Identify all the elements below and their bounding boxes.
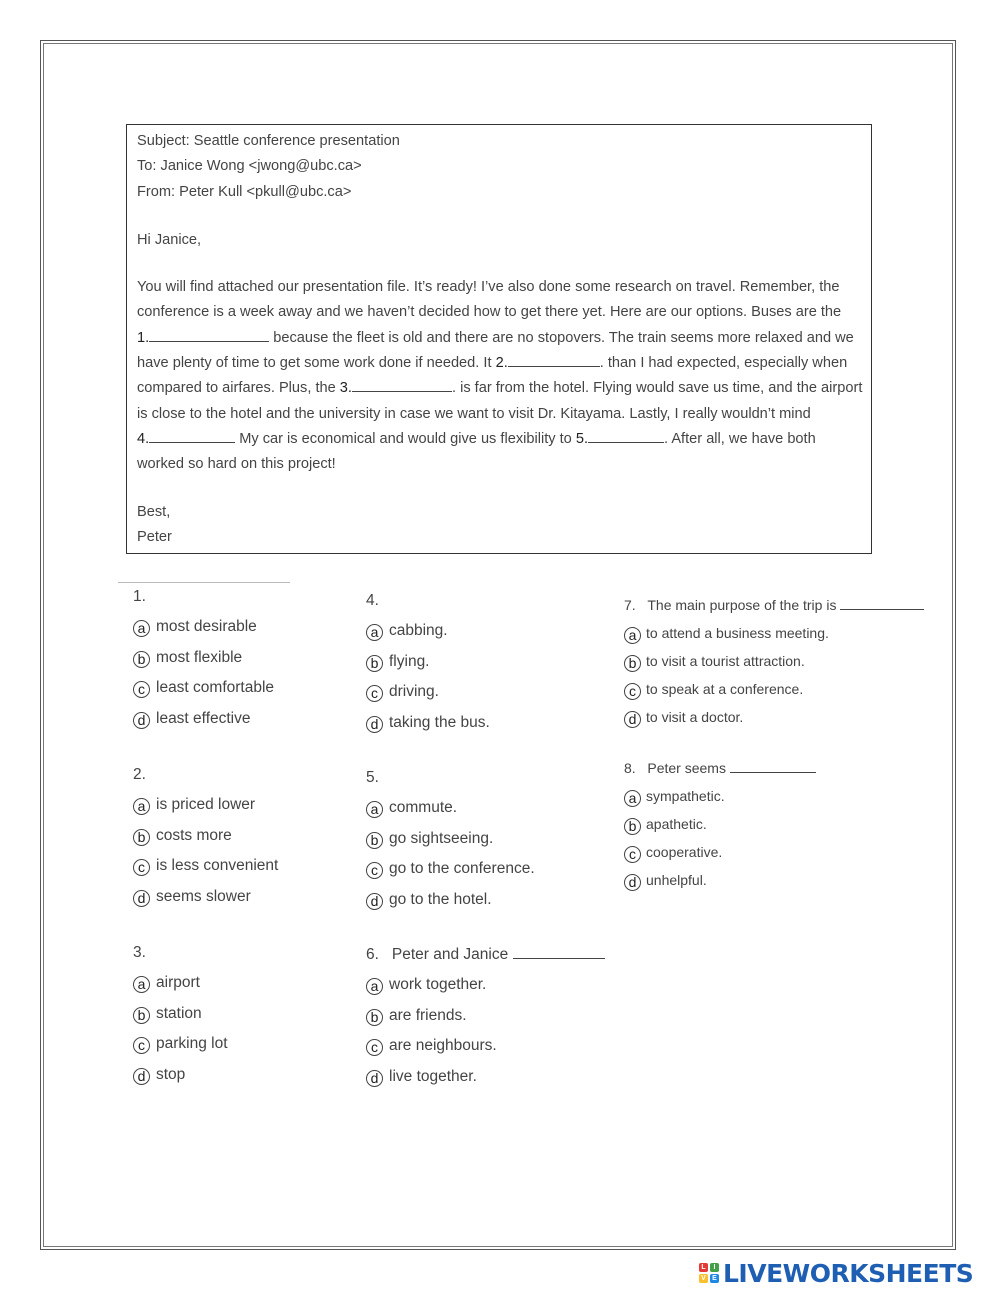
option-b[interactable]: b most flexible xyxy=(133,645,274,676)
email-box xyxy=(126,124,872,554)
option-a[interactable]: a cabbing. xyxy=(366,618,490,649)
logo-tile: V xyxy=(699,1274,708,1283)
option-c[interactable]: c to speak at a conference. xyxy=(624,677,924,705)
question-1 xyxy=(133,584,274,736)
question-8 xyxy=(624,756,816,896)
option-b[interactable]: b to visit a tourist attraction. xyxy=(624,649,924,677)
question-number: 4. xyxy=(366,592,379,609)
logo-tiles-icon xyxy=(699,1263,719,1283)
answer-blank[interactable] xyxy=(840,596,924,610)
logo-tile: E xyxy=(710,1274,719,1283)
email-signoff: Best, xyxy=(137,503,171,520)
option-b[interactable]: b apathetic. xyxy=(624,812,816,840)
letter-d-icon: d xyxy=(624,711,641,728)
letter-b-icon: b xyxy=(133,651,150,668)
option-c[interactable]: c driving. xyxy=(366,679,490,710)
question-number: 2. xyxy=(133,766,146,783)
option-d[interactable]: d stop xyxy=(133,1062,228,1093)
letter-c-icon: c xyxy=(624,846,641,863)
option-a[interactable]: a most desirable xyxy=(133,614,274,645)
letter-d-icon: d xyxy=(366,893,383,910)
email-to: To: Janice Wong <jwong@ubc.ca> xyxy=(137,158,362,175)
letter-b-icon: b xyxy=(133,1007,150,1024)
blank-4[interactable] xyxy=(149,428,235,443)
email-body-line-8: worked so hard on this project! xyxy=(137,456,336,473)
question-6 xyxy=(366,942,605,1094)
option-a[interactable]: a to attend a business meeting. xyxy=(624,621,924,649)
answer-blank[interactable] xyxy=(513,945,605,959)
liveworksheets-logo[interactable] xyxy=(699,1258,973,1288)
letter-c-icon: c xyxy=(133,859,150,876)
email-greeting: Hi Janice, xyxy=(137,231,202,248)
letter-a-icon: a xyxy=(366,801,383,818)
option-a[interactable]: a is priced lower xyxy=(133,792,278,823)
option-d[interactable]: d seems slower xyxy=(133,884,278,915)
question-prompt: 7. The main purpose of the trip is xyxy=(624,593,924,621)
letter-a-icon: a xyxy=(133,798,150,815)
email-subject: Subject: Seattle conference presentation xyxy=(137,133,400,149)
letter-d-icon: d xyxy=(133,890,150,907)
blank-2[interactable] xyxy=(508,352,600,367)
answer-blank[interactable] xyxy=(730,759,816,773)
option-d[interactable]: d live together. xyxy=(366,1064,605,1095)
letter-c-icon: c xyxy=(366,862,383,879)
letter-d-icon: d xyxy=(366,1070,383,1087)
letter-a-icon: a xyxy=(624,790,641,807)
blank-1[interactable] xyxy=(149,327,269,342)
question-number: 5. xyxy=(366,769,379,786)
email-body-line-4: have plenty of time to get some work done if needed. It 2. . than I had expected, especially when xyxy=(137,351,861,376)
blank-2-number: 2. xyxy=(495,355,508,372)
letter-a-icon: a xyxy=(366,978,383,995)
option-b[interactable]: b flying. xyxy=(366,649,490,680)
blank-3-number: 3. xyxy=(339,380,352,397)
letter-c-icon: c xyxy=(366,685,383,702)
question-number: 3. xyxy=(133,944,146,961)
option-a[interactable]: a commute. xyxy=(366,795,535,826)
letter-a-icon: a xyxy=(133,620,150,637)
question-4 xyxy=(366,588,490,740)
blank-5[interactable] xyxy=(588,428,664,443)
email-signature: Peter xyxy=(137,528,172,545)
letter-c-icon: c xyxy=(624,683,641,700)
email-body-line-2: conference is a week away and we haven’t decided how to get there yet. Here are our options. Buses are the xyxy=(137,304,842,321)
letter-b-icon: b xyxy=(624,655,641,672)
letter-d-icon: d xyxy=(366,716,383,733)
blank-1-number: 1. xyxy=(137,329,150,346)
letter-d-icon: d xyxy=(133,712,150,729)
option-b[interactable]: b costs more xyxy=(133,823,278,854)
option-c[interactable]: c is less convenient xyxy=(133,853,278,884)
letter-c-icon: c xyxy=(366,1039,383,1056)
option-a[interactable]: a work together. xyxy=(366,972,605,1003)
blank-5-number: 5. xyxy=(575,430,589,447)
question-3 xyxy=(133,940,228,1092)
question-2 xyxy=(133,762,278,914)
letter-b-icon: b xyxy=(133,829,150,846)
option-a[interactable]: a airport xyxy=(133,970,228,1001)
letter-c-icon: c xyxy=(133,1037,150,1054)
option-b[interactable]: b go sightseeing. xyxy=(366,826,535,857)
letter-a-icon: a xyxy=(133,976,150,993)
letter-d-icon: d xyxy=(133,1068,150,1085)
option-d[interactable]: d unhelpful. xyxy=(624,868,816,896)
option-a[interactable]: a sympathetic. xyxy=(624,784,816,812)
option-d[interactable]: d least effective xyxy=(133,706,274,737)
option-c[interactable]: c parking lot xyxy=(133,1031,228,1062)
option-c[interactable]: c cooperative. xyxy=(624,840,816,868)
email-body-line-6: is close to the hotel and the university in case we want to visit Dr. Kitayama. Lastly, I really wouldn’t mind xyxy=(137,405,811,422)
divider xyxy=(118,582,290,583)
letter-b-icon: b xyxy=(366,1009,383,1026)
letter-c-icon: c xyxy=(133,681,150,698)
letter-a-icon: a xyxy=(624,627,641,644)
email-body-line-3: 1. because the fleet is old and there are no stopovers. The train seems more relaxed and we xyxy=(137,326,861,351)
question-5 xyxy=(366,765,535,917)
option-c[interactable]: c are neighbours. xyxy=(366,1033,605,1064)
option-c[interactable]: c go to the conference. xyxy=(366,856,535,887)
blank-4-number: 4. xyxy=(137,430,150,447)
question-prompt: 6. Peter and Janice xyxy=(366,942,605,972)
option-d[interactable]: d taking the bus. xyxy=(366,710,490,741)
question-number: 1. xyxy=(133,588,146,605)
email-from: From: Peter Kull <pkull@ubc.ca> xyxy=(137,183,352,200)
option-b[interactable]: b are friends. xyxy=(366,1003,605,1034)
question-prompt: 8. Peter seems xyxy=(624,756,816,784)
option-c[interactable]: c least comfortable xyxy=(133,675,274,706)
blank-3[interactable] xyxy=(352,377,452,392)
email-body-line-5: compared to airfares. Plus, the 3. . is far from the hotel. Flying would save us time, and the airport xyxy=(137,376,861,401)
letter-b-icon: b xyxy=(624,818,641,835)
option-d[interactable]: d to visit a doctor. xyxy=(624,705,924,733)
option-b[interactable]: b station xyxy=(133,1001,228,1032)
letter-b-icon: b xyxy=(366,832,383,849)
email-body-line-7: 4. My car is economical and would give us flexibility to 5. . After all, we have both xyxy=(137,427,861,452)
logo-tile: L xyxy=(699,1263,708,1272)
email-body-line-1: You will find attached our presentation file. It’s ready! I’ve also done some research on travel. Remember, the xyxy=(137,279,840,296)
letter-a-icon: a xyxy=(366,624,383,641)
logo-text: LIVEWORKSHEETS xyxy=(723,1258,974,1288)
option-d[interactable]: d go to the hotel. xyxy=(366,887,535,918)
question-7 xyxy=(624,593,924,733)
logo-tile: I xyxy=(710,1263,719,1272)
letter-d-icon: d xyxy=(624,874,641,891)
letter-b-icon: b xyxy=(366,655,383,672)
